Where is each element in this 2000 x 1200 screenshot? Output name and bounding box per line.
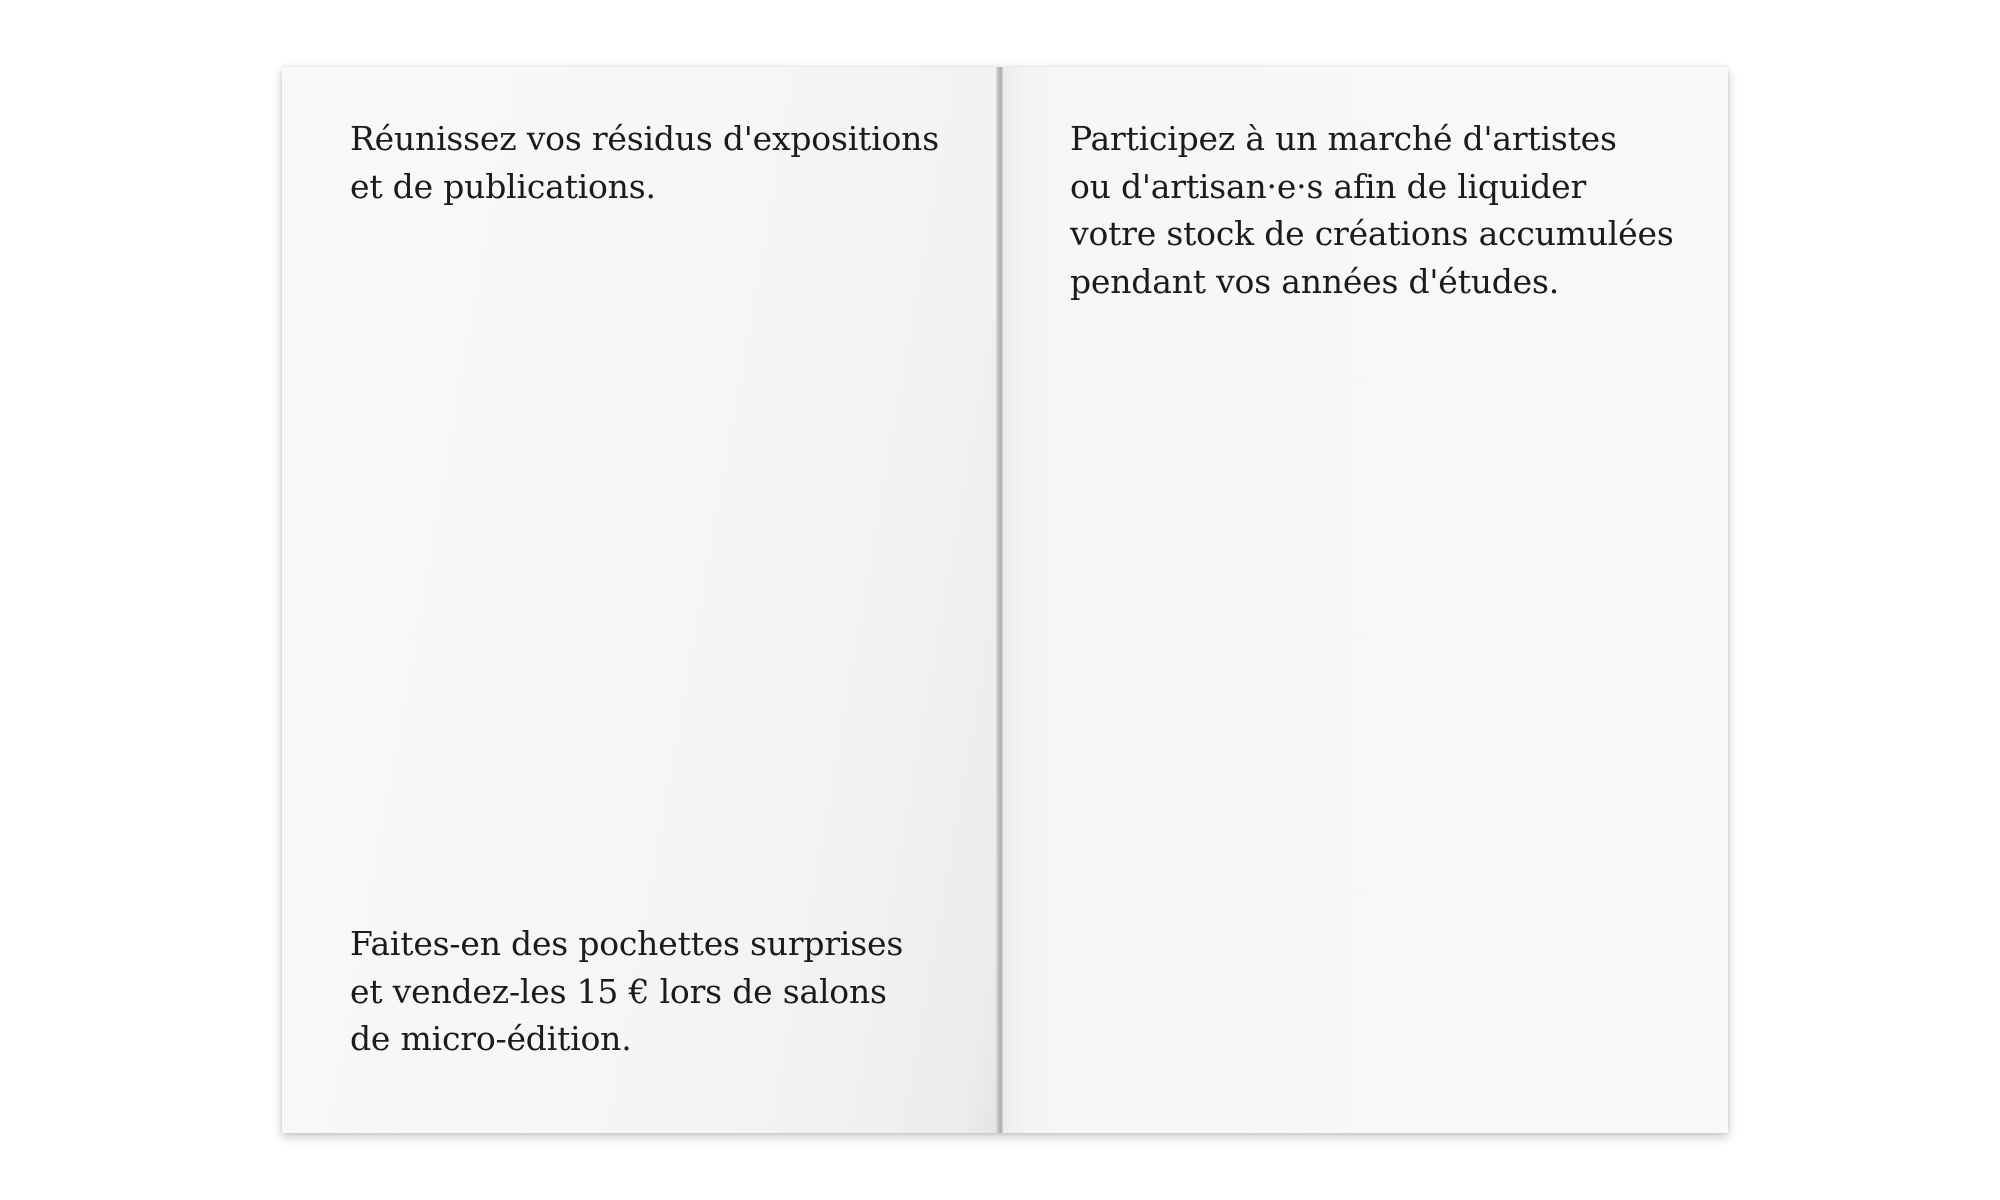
left-page	[282, 67, 999, 1133]
book-spread	[282, 67, 1728, 1133]
left-page-bottom-text: Faites-en des pochettes surprises et vendez-les 15 € lors de salons de micro-édition.	[350, 924, 904, 1058]
right-page-top-text: Participez à un marché d'artistes ou d'artisan·e·s afin de liquider votre stock de créations accumulées pendant vos années d'études.	[1070, 119, 1674, 301]
left-page-top-text: Réunissez vos résidus d'expositions et de publications.	[350, 119, 939, 206]
right-page	[1003, 67, 1728, 1133]
